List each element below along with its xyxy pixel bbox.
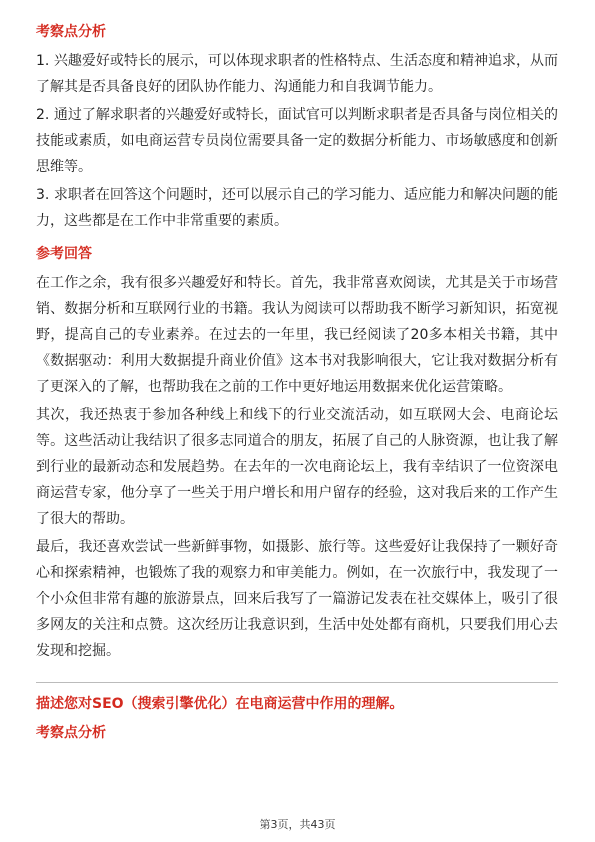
analysis-point-1: 1. 兴趣爱好或特长的展示，可以体现求职者的性格特点、生活态度和精神追求，从而了解其是否具备良好的团队协作能力、沟通能力和自我调节能力。 (36, 53, 558, 95)
page-footer: 第3页，共43页 (259, 818, 336, 831)
reference-answer-heading: 参考回答 (36, 246, 92, 262)
next-analysis-heading: 考察点分析 (36, 725, 106, 741)
analysis-point-3: 3. 求职者在回答这个问题时，还可以展示自己的学习能力、适应能力和解决问题的能力，这些都是在工作中非常重要的素质。 (36, 187, 558, 229)
answer-paragraph-2: 其次，我还热衷于参加各种线上和线下的行业交流活动，如互联网大会、电商论坛等。这些活动让我结识了很多志同道合的朋友，拓展了自己的人脉资源，也让我了解到行业的最新动态和发展趋势。在去年的一次电商论坛上，我有幸结识了一位资深电商运营专家，他分享了一些关于用户增长和用户留存的经验，这对我后来的工作产生了很大的帮助。 (36, 407, 558, 527)
next-question: 描述您对SEO（搜索引擎优化）在电商运营中作用的理解。 (36, 696, 404, 712)
answer-paragraph-3: 最后，我还喜欢尝试一些新鲜事物，如摄影、旅行等。这些爱好让我保持了一颗好奇心和探索精神，也锻炼了我的观察力和审美能力。例如，在一次旅行中，我发现了一个小众但非常有趣的旅游景点，回来后我写了一篇游记发表在社交媒体上，吸引了很多网友的关注和点赞。这次经历让我意识到，生活中处处都有商机，只要我们用心去发现和挖掘。 (36, 539, 558, 659)
analysis-heading: 考察点分析 (36, 24, 106, 40)
section-divider (36, 682, 558, 683)
document-page (36, 22, 558, 749)
answer-paragraph-1: 在工作之余，我有很多兴趣爱好和特长。首先，我非常喜欢阅读，尤其是关于市场营销、数据分析和互联网行业的书籍。我认为阅读可以帮助我不断学习新知识，拓宽视野，提高自己的专业素养。在过去的一年里，我已经阅读了20多本相关书籍，其中《数据驱动：利用大数据提升商业价值》这本书对我影响很大，它让我对数据分析有了更深入的了解，也帮助我在之前的工作中更好地运用数据来优化运营策略。 (36, 275, 558, 395)
analysis-point-2: 2. 通过了解求职者的兴趣爱好或特长，面试官可以判断求职者是否具备与岗位相关的技能或素质，如电商运营专员岗位需要具备一定的数据分析能力、市场敏感度和创新思维等。 (36, 107, 558, 175)
